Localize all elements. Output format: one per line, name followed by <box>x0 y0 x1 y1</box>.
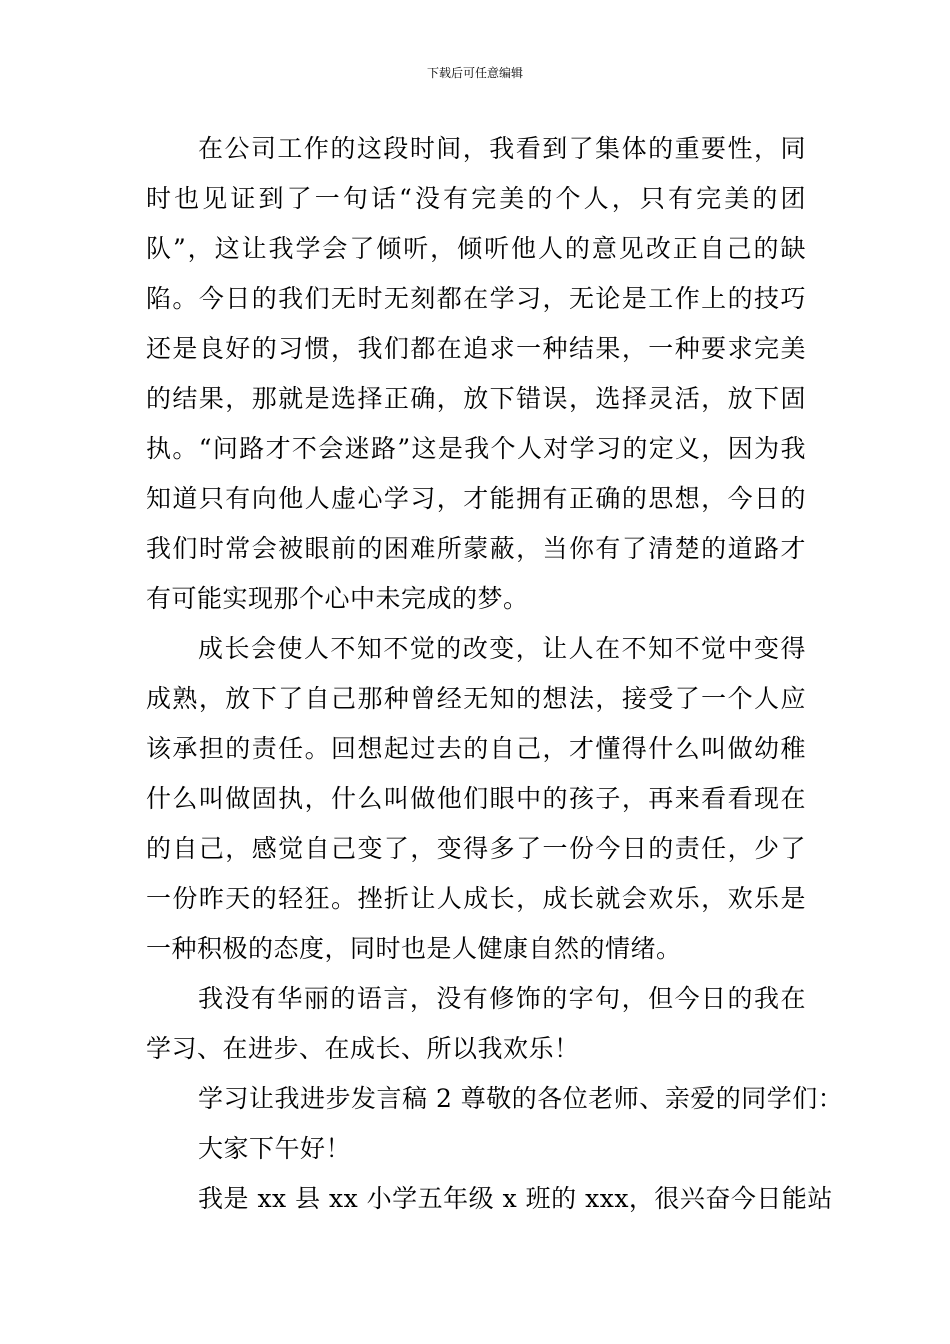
document-body <box>146 124 844 1224</box>
paragraph-growth: 成长会使人不知不觉的改变，让人在不知不觉中变得成熟，放下了自己那种曾经无知的想法，接受了一个人应该承担的责任。回想起过去的自己，才懂得什么叫做幼稚什么叫做固执，什么叫做他们眼中的孩子，再来看看现在的自己，感觉自己变了，变得多了一份今日的责任，少了一份昨天的轻狂。挫折让人成长，成长就会欢乐，欢乐是一种积极的态度，同时也是人健康自然的情绪。 <box>146 634 806 963</box>
speech-title-line: 学习让我进步发言稿 2 尊敬的各位老师、亲爱的同学们： <box>198 1084 844 1113</box>
paragraph-teamwork: 在公司工作的这段时间，我看到了集体的重要性，同时也见证到了一句话“没有完美的个人，只有完美的团队”，这让我学会了倾听，倾听他人的意见改正自己的缺陷。今日的我们无时无刻都在学习，无论是工作上的技巧还是良好的习惯，我们都在追求一种结果，一种要求完美的结果，那就是选择正确，放下错误，选择灵活，放下固执。“问路才不会迷路”这是我个人对学习的定义，因为我知道只有向他人虚心学习，才能拥有正确的思想，今日的我们时常会被眼前的困难所蒙蔽，当你有了清楚的道路才有可能实现那个心中未完成的梦。 <box>146 134 806 613</box>
greeting-line: 大家下午好！ <box>198 1134 352 1163</box>
self-intro-line: 我是 xx 县 xx 小学五年级 x 班的 xxx，很兴奋今日能站 <box>198 1184 833 1213</box>
paragraph-happiness: 我没有华丽的语言，没有修饰的字句，但今日的我在学习、在进步、在成长、所以我欢乐！ <box>146 984 806 1063</box>
page-header: 下载后可任意编辑 <box>426 66 523 80</box>
